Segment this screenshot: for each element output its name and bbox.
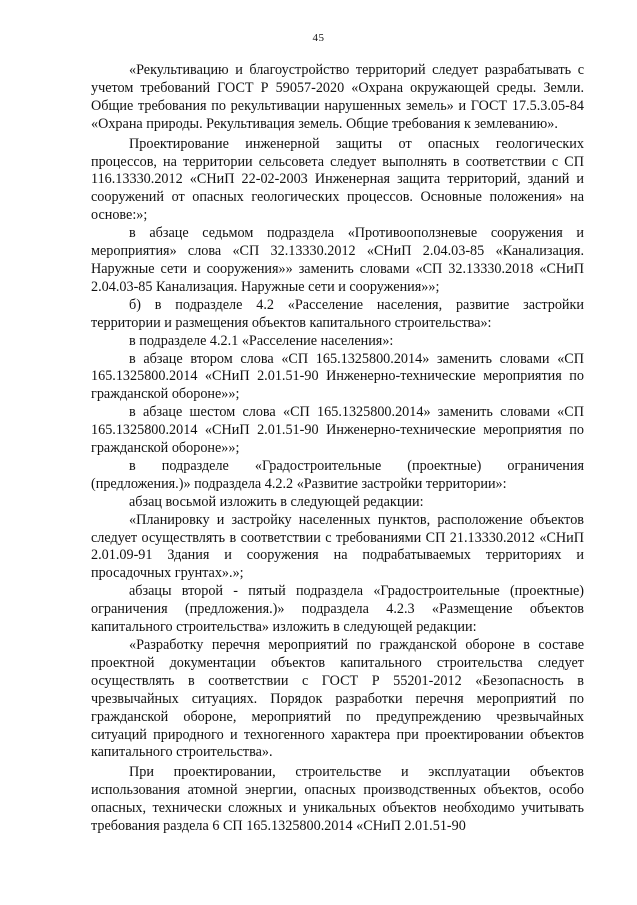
- paragraph: Проектирование инженерной защиты от опасных геологических процессов, на территории сельсовета следует выполнять в соответствии с СП 116.13330.2012 «СНиП 22-02-2003 Инженерная защита территорий, зданий и сооружений от опасных геологических процессов. Основные положения» на основе:»;: [91, 135, 584, 224]
- paragraph: «Планировку и застройку населенных пунктов, расположение объектов следует осуществлять в соответствии с требованиями СП 21.13330.2012 «СНиП 2.01.09-91 Здания и сооружения на подрабатываемых территориях и просадочных грунтах».»;: [91, 511, 584, 582]
- paragraph: При проектировании, строительстве и эксплуатации объектов использования атомной энергии, опасных производственных объектов, особо опасных, технически сложных и уникальных объектов необходимо учитывать требования раздела 6 СП 165.1325800.2014 «СНиП 2.01.51-90: [91, 764, 584, 835]
- paragraph: в абзаце шестом слова «СП 165.1325800.2014» заменить словами «СП 165.1325800.2014 «СНиП 2.01.51-90 Инженерно-технические мероприятия по гражданской обороне»»;: [91, 404, 584, 457]
- paragraph: абзац восьмой изложить в следующей редакции:: [129, 493, 424, 510]
- paragraph: абзацы второй - пятый подраздела «Градостроительные (проектные) ограничения (предложения.)» подраздела 4.2.3 «Размещение объектов капитального строительства» изложить в следующей редакции:: [91, 583, 584, 636]
- paragraph: «Разработку перечня мероприятий по гражданской обороне в составе проектной документации объектов капитального строительства следует осуществлять в соответствии с ГОСТ Р 55201-2012 «Безопасность в чрезвычайных ситуациях. Порядок разработки перечня мероприятий по гражданской обороне, мероприятий по предупреждению чрезвычайных ситуаций природного и техногенного характера при проектировании объектов капитального строительства».: [91, 637, 584, 761]
- paragraph: в абзаце седьмом подраздела «Противооползневые сооружения и мероприятия» слова «СП 32.13330.2012 «СНиП 2.04.03-85 «Канализация. Наружные сети и сооружения»» заменить словами «СП 32.13330.2018 «СНиП 2.04.03-85 Канализация. Наружные сети и сооружения»»;: [91, 225, 584, 295]
- paragraph: б) в подразделе 4.2 «Расселение населения, развитие застройки территории и размещения объектов капитального строительства»:: [91, 296, 584, 331]
- paragraph: в абзаце втором слова «СП 165.1325800.2014» заменить словами «СП 165.1325800.2014 «СНиП 2.01.51-90 Инженерно-технические мероприятия по гражданской обороне»»;: [91, 350, 584, 403]
- paragraph: в подразделе 4.2.1 «Расселение населения»:: [129, 332, 394, 349]
- paragraph: «Рекультивацию и благоустройство территорий следует разрабатывать с учетом требований ГОСТ Р 59057-2020 «Охрана окружающей среды. Земли. Общие требования по рекультивации нарушенных земель» и ГОСТ 17.5.3.05-84 «Охрана природы. Рекультивация земель. Общие требования к землеванию».: [91, 62, 584, 132]
- paragraph: в подразделе «Градостроительные (проектные) ограничения (предложения.)» подраздела 4.2.2 «Развитие застройки территории»:: [91, 457, 584, 492]
- document-body: [91, 62, 584, 836]
- page-number: 45: [312, 32, 325, 44]
